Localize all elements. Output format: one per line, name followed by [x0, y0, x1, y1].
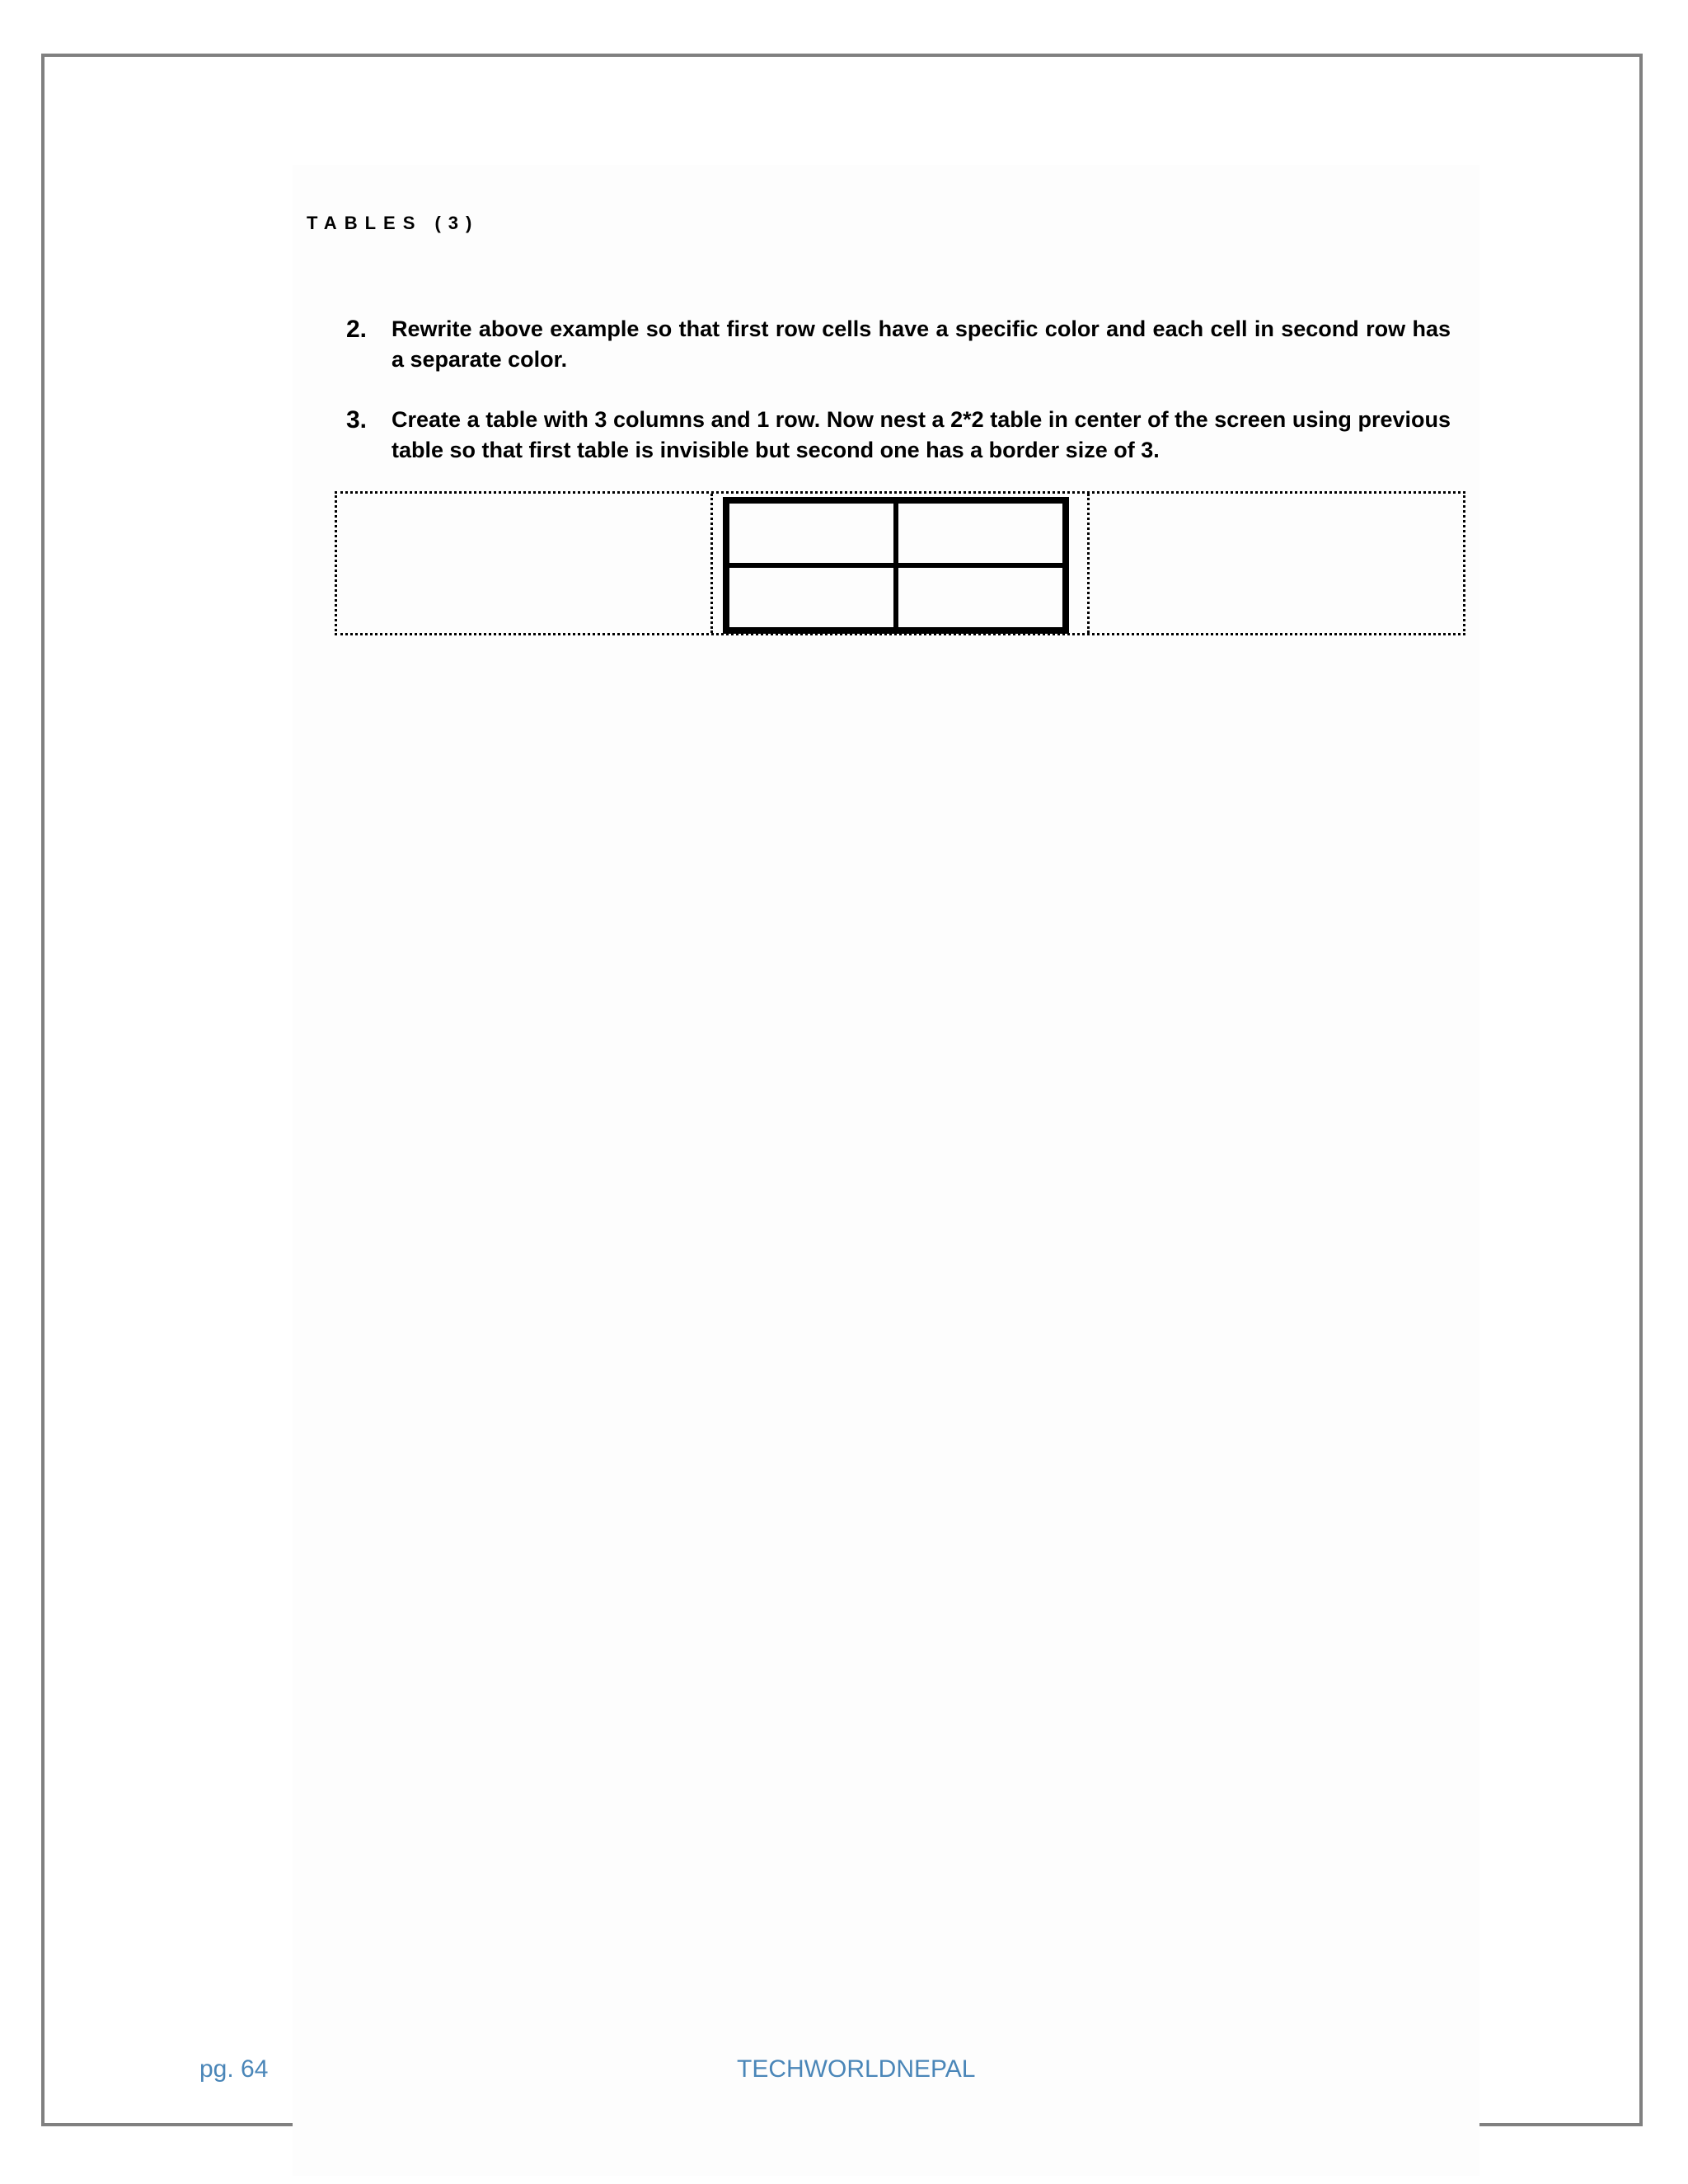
outer-cell-right	[1087, 494, 1463, 633]
exercise-item-3	[346, 405, 1451, 466]
outer-cell-left	[337, 494, 710, 633]
section-title: TABLES (3)	[307, 213, 480, 233]
nested-table	[723, 497, 1069, 634]
content-area	[293, 165, 1479, 2176]
nested-cell	[729, 504, 896, 565]
nested-cell	[729, 565, 896, 627]
item-number: 3.	[346, 406, 368, 434]
item-text: Rewrite above example so that first row cells have a specific color and each cell in second row has a separate color.	[392, 316, 1451, 372]
item-text: Create a table with 3 columns and 1 row. Now nest a 2*2 table in center of the screen using previous table so that first table is invisible but second one has a border size of 3.	[392, 407, 1451, 462]
item-number: 2.	[346, 316, 368, 343]
exercise-item-2	[346, 314, 1451, 375]
nested-cell	[896, 504, 1062, 565]
footer-page-number: pg. 64	[199, 2055, 269, 2083]
nested-cell	[896, 565, 1062, 627]
outer-invisible-table	[335, 491, 1465, 635]
outer-cell-center	[710, 494, 1086, 633]
footer-brand: TECHWORLDNEPAL	[737, 2055, 976, 2083]
